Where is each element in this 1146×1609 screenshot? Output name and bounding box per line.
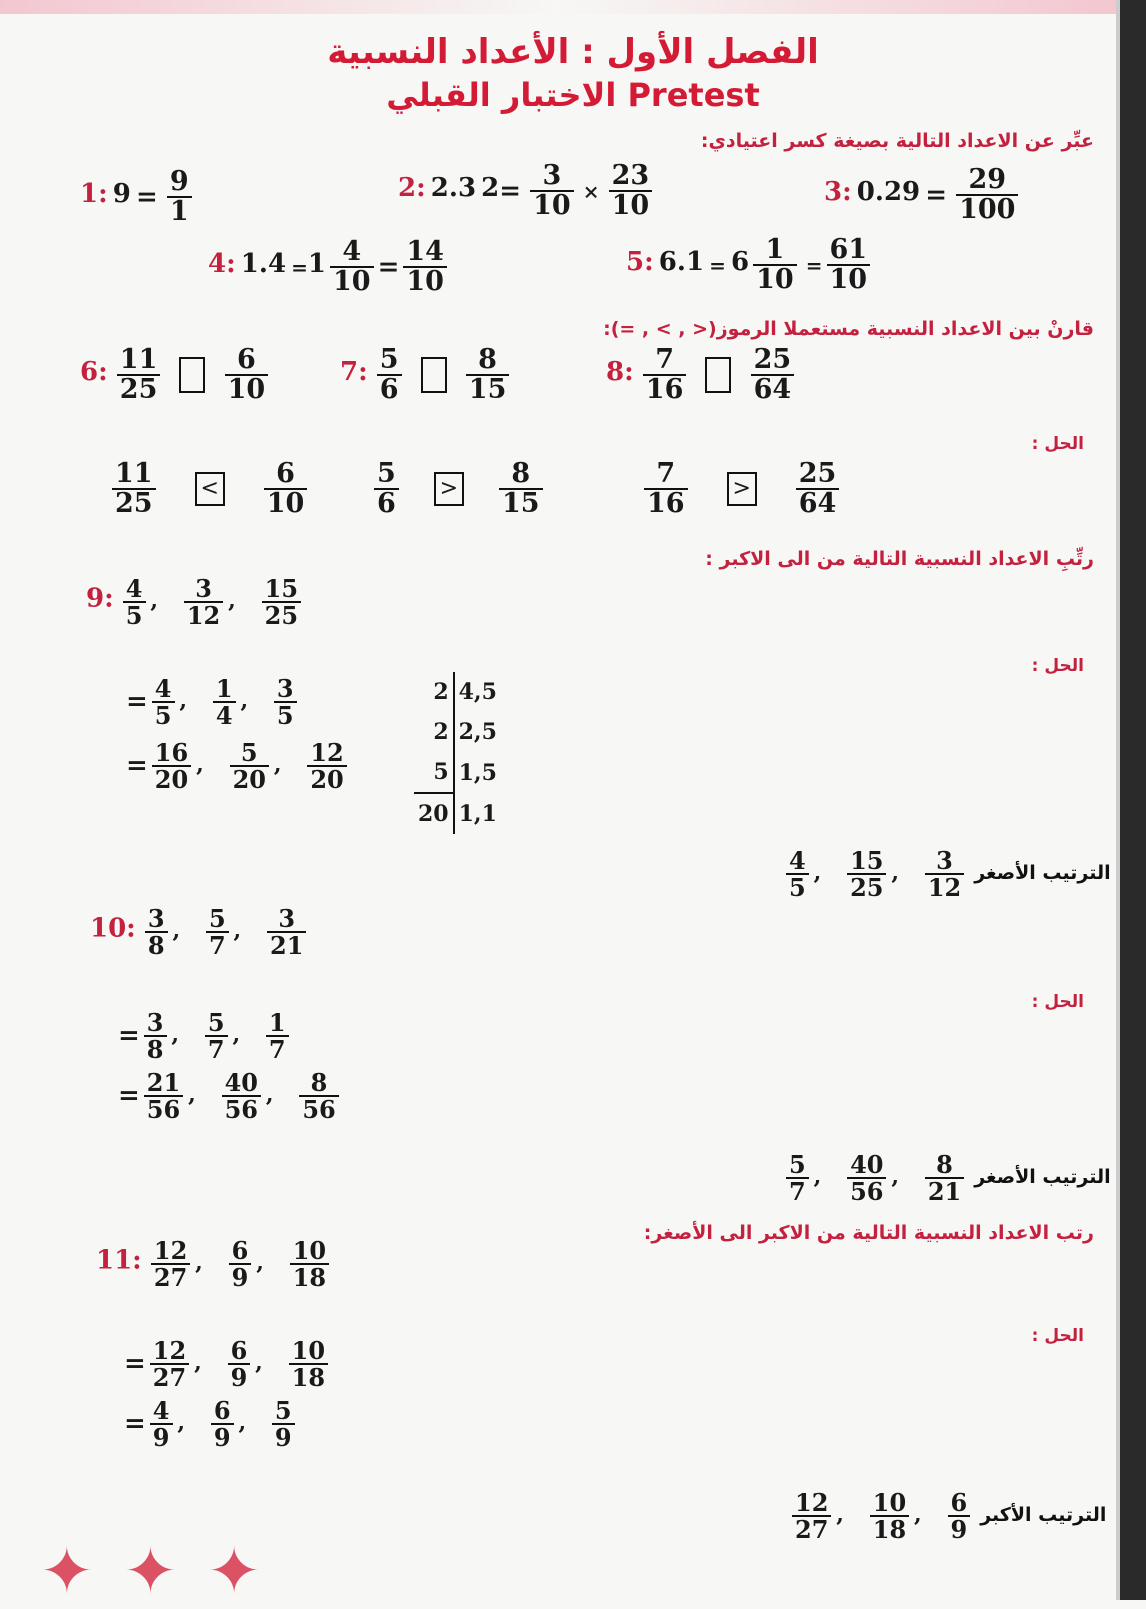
fraction: $\frac{6}{9}$ <box>228 1338 251 1390</box>
question-10: 10: $\frac{3}{8}$ ’ $\frac{5}{7}$ ’ $\frac{3}{21}$ <box>90 906 310 958</box>
fraction: $\frac{1}{10}$ <box>753 236 797 295</box>
bottom-decorative-digits: ✦✦✦ <box>40 1535 291 1609</box>
ladder-row: 20 1,1 <box>414 793 501 834</box>
q10-solution-label: الحل : <box>1031 992 1084 1012</box>
fraction: $\frac{61}{10}$ <box>827 236 871 295</box>
q11-step2: = $\frac{4}{9}$ ’ $\frac{6}{9}$ ’ $\frac{5}{9}$ <box>124 1398 299 1450</box>
answer-6: $\frac{11}{25}$ < $\frac{6}{10}$ <box>108 460 311 519</box>
question-3: 3: 0.29 = $\frac{29}{100}$ <box>824 166 1022 225</box>
question-1: 1: 9 = $\frac{9}{1}$ <box>80 168 196 227</box>
fraction: $\frac{29}{100}$ <box>956 166 1018 225</box>
fraction: $\frac{3}{8}$ <box>144 1010 167 1062</box>
fraction: $\frac{3}{21}$ <box>267 906 306 958</box>
fraction: $\frac{8}{56}$ <box>299 1070 338 1122</box>
q11-step1: = $\frac{12}{27}$ ’ $\frac{6}{9}$ ’ $\frac{10}{18}$ <box>124 1338 332 1390</box>
q11-solution-label: الحل : <box>1031 1326 1084 1346</box>
fraction: $\frac{21}{56}$ <box>144 1070 183 1122</box>
fraction: $\frac{12}{27}$ <box>792 1490 831 1542</box>
fraction: $\frac{4}{5}$ <box>786 848 809 900</box>
answer-symbol-6: < <box>195 472 225 506</box>
fraction: $\frac{4}{9}$ <box>150 1398 173 1450</box>
q9-solution-label: الحل : <box>1031 656 1084 676</box>
fraction: $\frac{12}{27}$ <box>150 1338 189 1390</box>
q9-step1: = $\frac{4}{5}$ ’ $\frac{1}{4}$ ’ $\frac{3}{5}$ <box>126 676 301 728</box>
question-6: 6: $\frac{11}{25}$ $\frac{6}{10}$ <box>80 346 272 405</box>
fraction: $\frac{5}{7}$ <box>205 1010 228 1062</box>
fraction: $\frac{40}{56}$ <box>847 1152 886 1204</box>
fraction: $\frac{16}{20}$ <box>152 740 191 792</box>
fraction: $\frac{5}{7}$ <box>786 1152 809 1204</box>
q9-order: الترتيب الأصغر $\frac{4}{5}$ ’ $\frac{15}{25}$ ’ $\frac{3}{12}$ <box>782 848 1111 900</box>
fraction: $\frac{6}{9}$ <box>229 1238 252 1290</box>
fraction: $\frac{4}{5}$ <box>123 576 146 628</box>
fraction: $\frac{1}{4}$ <box>213 676 236 728</box>
section2-solution-label: الحل : <box>1031 434 1084 454</box>
fraction: $\frac{3}{5}$ <box>274 676 297 728</box>
fraction: $\frac{3}{12}$ <box>925 848 964 900</box>
question-11: 11: $\frac{12}{27}$ ’ $\frac{6}{9}$ ’ $\frac{10}{18}$ <box>96 1238 333 1290</box>
fraction: $\frac{1}{7}$ <box>266 1010 289 1062</box>
question-7: 7: $\frac{5}{6}$ $\frac{8}{15}$ <box>340 346 513 405</box>
fraction: $\frac{3}{10}$ <box>530 162 574 221</box>
q11-order: الترتيب الأكبر $\frac{12}{27}$ ’ $\frac{10}{18}$ ’ $\frac{6}{9}$ <box>788 1490 1106 1542</box>
fraction: $\frac{10}{18}$ <box>870 1490 909 1542</box>
lcm-ladder <box>414 672 501 834</box>
section1-instruction: عبِّر عن الاعداد التالية بصيغة كسر اعتيادي: <box>700 130 1094 152</box>
fraction: $\frac{6}{9}$ <box>948 1490 971 1542</box>
fraction: $\frac{10}{18}$ <box>289 1338 328 1390</box>
pretest-title: الاختبار القبلي Pretest <box>386 76 760 114</box>
fraction: $\frac{10}{18}$ <box>290 1238 329 1290</box>
ladder-row: 5 1,5 <box>414 752 501 793</box>
fraction: $\frac{40}{56}$ <box>222 1070 261 1122</box>
page-edge-dark <box>1120 0 1146 1600</box>
fraction: $\frac{15}{25}$ <box>847 848 886 900</box>
question-4: 4: 1.4 =1 $\frac{4}{10}$ = $\frac{14}{10}$ <box>208 238 451 297</box>
q10-step2: = $\frac{21}{56}$ ’ $\frac{40}{56}$ ’ $\frac{8}{56}$ <box>118 1070 343 1122</box>
answer-symbol-7: > <box>434 472 464 506</box>
fraction: $\frac{14}{10}$ <box>403 238 447 297</box>
answer-box-7[interactable] <box>421 357 447 393</box>
fraction: $\frac{5}{20}$ <box>230 740 269 792</box>
question-9: 9: $\frac{4}{5}$ ’ $\frac{3}{12}$ ’ $\frac{15}{25}$ <box>86 576 305 628</box>
section4-instruction: رتب الاعداد النسبية التالية من الاكبر الى الأصغر: <box>643 1222 1094 1244</box>
page-edge-light <box>1116 0 1120 1600</box>
fraction: $\frac{6}{9}$ <box>211 1398 234 1450</box>
answer-box-8[interactable] <box>705 357 731 393</box>
answer-7: $\frac{5}{6}$ > $\frac{8}{15}$ <box>370 460 547 519</box>
question-8: 8: $\frac{7}{16}$ $\frac{25}{64}$ <box>606 346 798 405</box>
fraction: $\frac{8}{21}$ <box>925 1152 964 1204</box>
fraction: $\frac{3}{8}$ <box>145 906 168 958</box>
fraction: $\frac{4}{5}$ <box>152 676 175 728</box>
q9-step2: = $\frac{16}{20}$ ’ $\frac{5}{20}$ ’ $\frac{12}{20}$ <box>126 740 351 792</box>
fraction: $\frac{23}{10}$ <box>609 162 653 221</box>
fraction: $\frac{12}{27}$ <box>151 1238 190 1290</box>
ladder-row: 2 4,5 <box>414 672 501 712</box>
fraction: $\frac{5}{7}$ <box>206 906 229 958</box>
question-2: 2: 2.3 2= $\frac{3}{10}$ × $\frac{23}{10}$ <box>398 162 656 221</box>
question-5: 5: 6.1 = 6 $\frac{1}{10}$ = $\frac{61}{10}$ <box>626 236 874 295</box>
ladder-row: 2 2,5 <box>414 712 501 752</box>
chapter-title: الفصل الأول : الأعداد النسبية <box>327 32 819 72</box>
fraction: $\frac{9}{1}$ <box>167 168 192 227</box>
answer-symbol-8: > <box>727 472 757 506</box>
fraction: $\frac{4}{10}$ <box>330 238 374 297</box>
answer-box-6[interactable] <box>179 357 205 393</box>
fraction: $\frac{5}{9}$ <box>272 1398 295 1450</box>
answer-8: $\frac{7}{16}$ > $\frac{25}{64}$ <box>640 460 843 519</box>
top-decorative-band <box>0 0 1116 14</box>
section3-instruction: رتِّبِ الاعداد النسبية التالية من الى الاكبر : <box>705 548 1094 570</box>
section2-instruction: قارنْ بين الاعداد النسبية مستعملا الرموز(< , > , =): <box>603 318 1094 340</box>
q10-step1: = $\frac{3}{8}$ ’ $\frac{5}{7}$ ’ $\frac{1}{7}$ <box>118 1010 293 1062</box>
fraction: $\frac{15}{25}$ <box>262 576 301 628</box>
q10-order: الترتيب الأصغر $\frac{5}{7}$ ’ $\frac{40}{56}$ ’ $\frac{8}{21}$ <box>782 1152 1111 1204</box>
fraction: $\frac{3}{12}$ <box>184 576 223 628</box>
fraction: $\frac{12}{20}$ <box>307 740 346 792</box>
